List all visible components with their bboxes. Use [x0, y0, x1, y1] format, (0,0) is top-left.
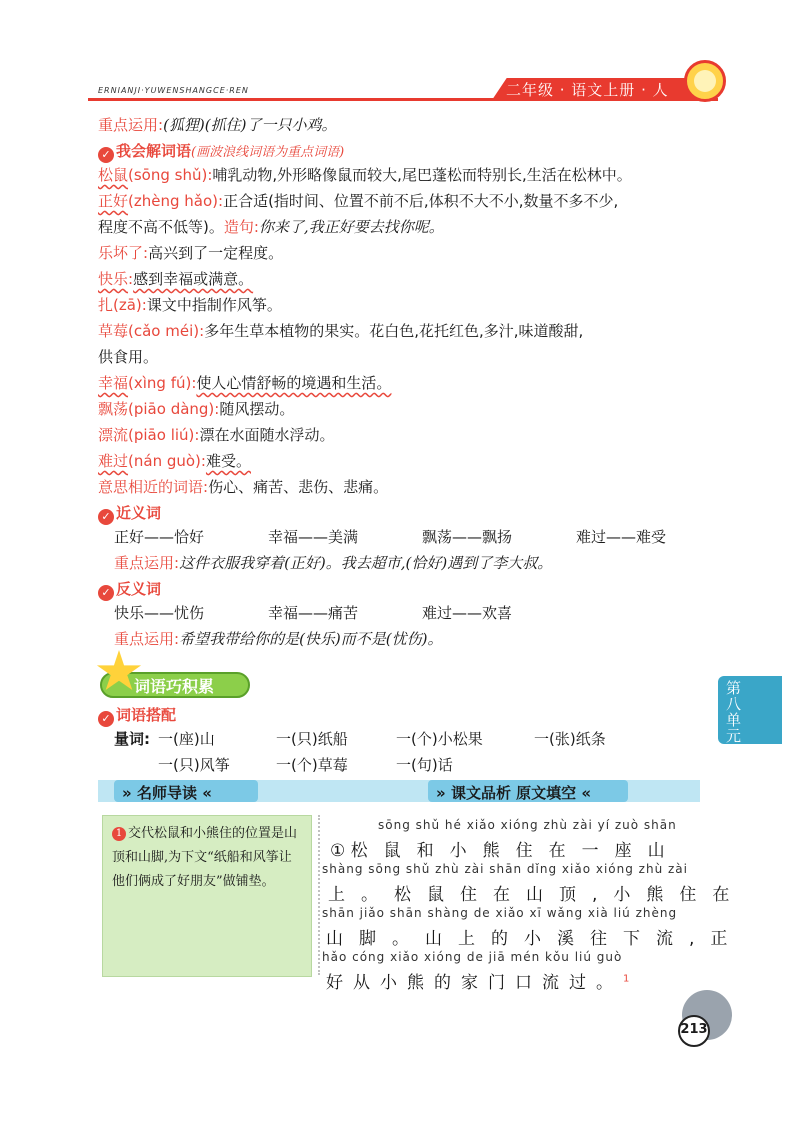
- collocation-item: 一(只)纸船: [276, 730, 348, 748]
- paragraph-mark: ①: [330, 841, 346, 861]
- vocab-entry: [98, 450, 251, 472]
- vocab-sep: :: [214, 400, 220, 418]
- vocab-definition: 使人心情舒畅的境遇和生活。: [196, 374, 392, 392]
- vocab-sep: :: [191, 374, 197, 392]
- key-use-label: 重点运用:: [114, 630, 180, 648]
- antonym-pair: 难过——欢喜: [422, 604, 513, 622]
- vocab-definition: 漂在水面随水浮动。: [199, 426, 335, 444]
- synonym-pair: 难过——难受: [576, 528, 667, 546]
- vocab-definition: 哺乳动物,外形略像鼠而较大,尾巴蓬松而特别长,生活在松林中。: [212, 166, 632, 184]
- synonyms-title: [98, 502, 161, 525]
- vocab-title: 我会解词语: [116, 142, 192, 160]
- vocab-term: 乐坏了: [98, 244, 144, 262]
- antonyms-key-use: [114, 628, 442, 650]
- header-title: 二年级 · 语文上册 · 人: [506, 81, 669, 99]
- synonym-pair: 正好——恰好: [114, 528, 205, 546]
- vocab-definition-cont: 供食用。: [98, 348, 159, 366]
- vocab-definition-cont: 程度不高不低等)。: [98, 218, 224, 236]
- key-use-text: (狐狸)(抓住)了一只小鸡。: [163, 116, 337, 134]
- guide-left-text: 名师导读: [136, 784, 197, 802]
- vocab-entry: [98, 320, 583, 342]
- vocab-pinyin: (cǎo méi): [128, 322, 200, 340]
- synonyms-title-text: 近义词: [116, 504, 162, 522]
- passage-hanzi: 松鼠和小熊住在一座山: [350, 841, 681, 861]
- passage-pinyin: hǎo cóng xiǎo xióng de jiā mén kǒu liú guò: [322, 950, 623, 964]
- guide-right-text: 课文品析 原文填空: [450, 784, 577, 802]
- vocab-sep: :: [200, 452, 206, 470]
- series-code: ERNIANJI·YUWENSHANGCE·REN: [98, 86, 249, 95]
- example-text: 你来了,我正好要去找你呢。: [258, 218, 444, 236]
- collocation-item: 一(只)风筝: [158, 756, 230, 774]
- synonyms-key-use: [114, 552, 552, 574]
- vocab-entry: [98, 294, 282, 316]
- similar-meaning: [98, 476, 388, 498]
- synonym-pair: 飘荡——飘扬: [422, 528, 513, 546]
- antonyms-title-text: 反义词: [116, 580, 162, 598]
- vocab-definition: 感到幸福或满意。: [133, 270, 254, 288]
- vocab-entry: [98, 164, 632, 186]
- unit-side-tab-text: 第八单元: [726, 679, 742, 745]
- collocation-title-text: 词语搭配: [116, 706, 177, 724]
- vocab-sep: :: [194, 426, 200, 444]
- vocab-term: 松鼠: [98, 166, 129, 184]
- passage-pinyin: shān jiǎo shān shàng de xiǎo xī wǎng xià liú zhèng: [322, 906, 678, 920]
- teacher-note: [112, 822, 304, 894]
- vocab-entry: [98, 242, 283, 264]
- vocab-term: 难过: [98, 452, 129, 470]
- footnote-mark: 1: [623, 973, 630, 985]
- vocab-entry: [98, 268, 253, 290]
- passage-line: [326, 968, 629, 993]
- similar-meaning-label: 意思相近的词语:: [98, 478, 209, 496]
- vocab-pinyin: (piāo dàng): [128, 400, 215, 418]
- note-text: 交代松鼠和小熊住的位置是山顶和山脚,为下文“纸船和风筝让他们俩成了好朋友”做铺垫。: [112, 826, 298, 889]
- vocab-definition: 正合适(指时间、位置不前不后,体积不大不小,数量不多不少,: [223, 192, 619, 210]
- key-use-text: 希望我带给你的是(快乐)而不是(忧伤)。: [179, 630, 443, 648]
- antonym-pair: 幸福——痛苦: [268, 604, 359, 622]
- collocation-item: 一(个)草莓: [276, 756, 348, 774]
- key-use-label: 重点运用:: [114, 554, 180, 572]
- vocab-hint: (画波浪线词语为重点词语): [191, 145, 345, 160]
- passage-line: [330, 836, 681, 861]
- arrow-right-icon: »: [436, 784, 446, 802]
- vocab-entry-cont: [98, 216, 444, 238]
- key-use-text: 这件衣服我穿着(正好)。我去超市,(恰好)遇到了李大叔。: [179, 554, 553, 572]
- arrow-left-icon: «: [202, 784, 212, 802]
- vocab-term: 正好: [98, 192, 129, 210]
- similar-meaning-text: 伤心、痛苦、悲伤、悲痛。: [208, 478, 389, 496]
- arrow-left-icon: «: [581, 784, 592, 802]
- check-icon: ✓: [98, 509, 114, 525]
- page-number: 213: [680, 1022, 708, 1037]
- vocab-term: 幸福: [98, 374, 129, 392]
- vocab-section-title: [98, 140, 344, 164]
- vocab-sep: :: [141, 296, 147, 314]
- key-use-label: 重点运用:: [98, 116, 164, 134]
- antonym-pair: 快乐——忧伤: [114, 604, 205, 622]
- collocation-item: 一(张)纸条: [534, 730, 606, 748]
- vocab-definition: 高兴到了一定程度。: [148, 244, 284, 262]
- vocab-sep: :: [218, 192, 224, 210]
- vocab-sep: :: [207, 166, 213, 184]
- check-icon: ✓: [98, 711, 114, 727]
- check-icon: ✓: [98, 585, 114, 601]
- antonyms-title: [98, 578, 161, 601]
- vocab-sep: :: [143, 244, 149, 262]
- vocab-pinyin: (nán guò): [128, 452, 201, 470]
- intro-key-use: [98, 114, 336, 136]
- note-number: 1: [112, 827, 126, 841]
- vocab-pinyin: (zā): [113, 296, 142, 314]
- vocab-definition: 难受。: [205, 452, 251, 470]
- vocab-sep: :: [199, 322, 205, 340]
- collocation-title: [98, 704, 176, 727]
- collocation-item: 一(座)山: [158, 730, 215, 748]
- passage-pinyin: shàng sōng shǔ zhù zài shān dǐng xiǎo xióng zhù zài: [322, 862, 688, 876]
- example-label: 造句:: [223, 218, 259, 236]
- vocab-entry: [98, 424, 334, 446]
- accumulation-banner-text: 词语巧积累: [134, 677, 215, 696]
- vocab-pinyin: (sōng shǔ): [128, 166, 208, 184]
- passage-pinyin: sōng shǔ hé xiǎo xióng zhù zài yí zuò shān: [378, 818, 677, 832]
- vocab-definition: 多年生草本植物的果实。花白色,花托红色,多汁,味道酸甜,: [204, 322, 584, 340]
- check-icon: ✓: [98, 147, 114, 163]
- passage-hanzi: 山脚。山上的小溪往下流,正: [326, 929, 744, 949]
- vocab-term: 扎: [98, 296, 114, 314]
- vocab-entry: [98, 190, 618, 212]
- vocab-term: 飘荡: [98, 400, 129, 418]
- passage-hanzi: 上。松鼠住在山顶,小熊住在: [328, 885, 746, 905]
- passage-hanzi: 好从小熊的家门口流过。: [326, 973, 623, 993]
- vocab-entry: [98, 372, 391, 394]
- arrow-right-icon: »: [122, 784, 132, 802]
- guide-right-label: [436, 782, 591, 803]
- vocab-pinyin: (piāo liú): [128, 426, 195, 444]
- vocab-pinyin: (xìng fú): [128, 374, 192, 392]
- vocab-term: 漂流: [98, 426, 129, 444]
- vocab-term: 快乐: [98, 270, 129, 288]
- measure-label: 量词:: [114, 730, 150, 748]
- vocab-sep: :: [128, 270, 134, 288]
- dotted-separator: [318, 815, 320, 975]
- vocab-entry-cont: [98, 346, 158, 368]
- guide-left-label: [122, 782, 212, 803]
- vocab-entry: [98, 398, 294, 420]
- synonym-pair: 幸福——美满: [268, 528, 359, 546]
- vocab-term: 草莓: [98, 322, 129, 340]
- vocab-pinyin: (zhèng hǎo): [128, 192, 219, 210]
- collocation-item: 一(个)小松果: [396, 730, 483, 748]
- badge-center: [694, 70, 716, 92]
- vocab-definition: 随风摆动。: [219, 400, 295, 418]
- collocation-item: 一(句)话: [396, 756, 453, 774]
- vocab-definition: 课文中指制作风筝。: [146, 296, 282, 314]
